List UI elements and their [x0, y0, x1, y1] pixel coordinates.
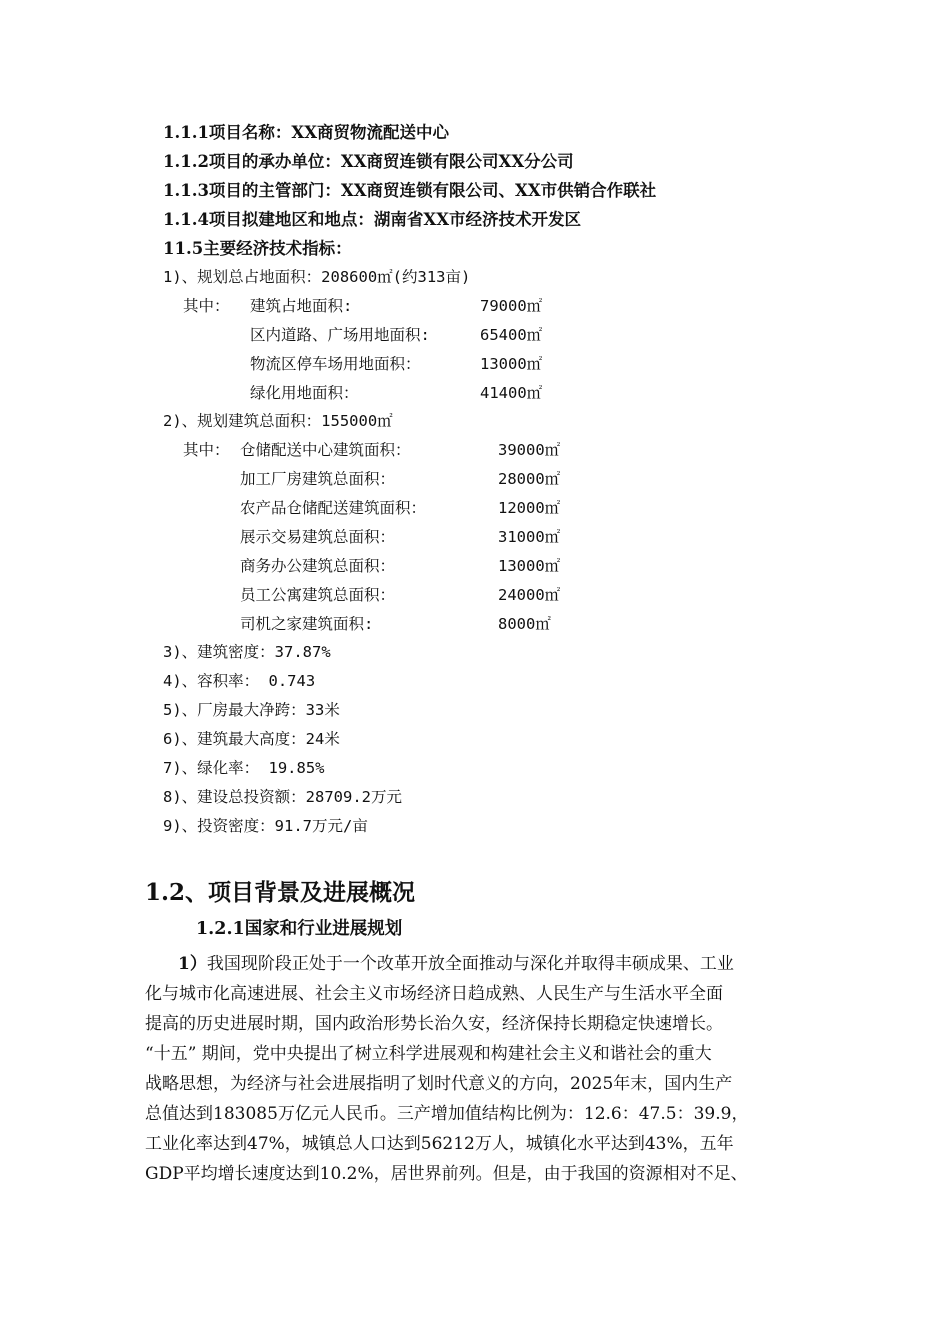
metric2-row-value: 8000㎡ [498, 615, 551, 633]
paragraph-line: 工业化率达到47%，城镇总人口达到56212万人，城镇化水平达到43%，五年 [145, 1134, 734, 1154]
subsection-heading: 1.2.1国家和行业进展规划 [196, 919, 403, 939]
metric1-row-value: 65400㎡ [480, 326, 543, 344]
metric2-prefix: 其中： [183, 441, 230, 459]
metric-max-height: 6)、建筑最大高度：24米 [163, 730, 340, 748]
paragraph-line: 总值达到183085万亿元人民币。三产增加值结构比例为：12.6：47.5：39.9， [145, 1104, 749, 1124]
metric-total-building-area: 2)、规划建筑总面积：155000㎡ [163, 412, 393, 430]
metric2-row-name: 员工公寓建筑总面积： [240, 586, 396, 604]
metric1-row-value: 13000㎡ [480, 355, 543, 373]
paragraph-line: 提高的历史进展时期，国内政治形势长治久安，经济保持长期稳定快速增长。 [145, 1014, 723, 1034]
paragraph-line: 战略思想，为经济与社会进展指明了划时代意义的方向，2025年末，国内生产 [145, 1074, 733, 1094]
metric2-row-value: 28000㎡ [498, 470, 561, 488]
metric1-row-name: 绿化用地面积： [250, 384, 359, 402]
metric1-row-name: 区内道路、广场用地面积: [250, 326, 430, 344]
metric-plot-ratio: 4)、容积率： 0.743 [163, 672, 316, 690]
metric2-row-value: 24000㎡ [498, 586, 561, 604]
item-location: 1.1.4项目拟建地区和地点：湖南省XX市经济技术开发区 [163, 210, 582, 229]
metric-total-investment: 8)、建设总投资额：28709.2万元 [163, 788, 402, 806]
metric2-row-value: 31000㎡ [498, 528, 561, 546]
metric2-row-name: 仓储配送中心建筑面积： [240, 441, 411, 459]
paragraph-line-1 [178, 953, 734, 975]
metric2-row-value: 12000㎡ [498, 499, 561, 517]
metric2-row-name: 商务办公建筑总面积： [240, 557, 396, 575]
metric2-row-name: 农产品仓储配送建筑面积： [240, 499, 427, 517]
metric-max-span: 5)、厂房最大净跨：33米 [163, 701, 340, 719]
paragraph-text: 我国现阶段正处于一个改革开放全面推动与深化并取得丰硕成果、工业 [206, 954, 734, 974]
metric-investment-density: 9)、投资密度：91.7万元/亩 [163, 817, 368, 835]
metric2-row-value: 13000㎡ [498, 557, 561, 575]
metric1-row-name: 建筑占地面积: [250, 297, 353, 315]
metric-green-rate: 7)、绿化率： 19.85% [163, 759, 325, 777]
item-project-name: 1.1.1项目名称：XX商贸物流配送中心 [163, 123, 450, 142]
paragraph-line: “十五” 期间，党中央提出了树立科学进展观和构建社会主义和谐社会的重大 [145, 1044, 712, 1064]
metric1-row-value: 79000㎡ [480, 297, 543, 315]
metric-total-land-area: 1)、规划总占地面积：208600㎡(约313亩) [163, 268, 471, 286]
item-undertaking-unit: 1.1.2项目的承办单位：XX商贸连锁有限公司XX分公司 [163, 152, 574, 171]
metric2-row-name: 展示交易建筑总面积： [240, 528, 396, 546]
metric2-row-name: 加工厂房建筑总面积： [240, 470, 396, 488]
metric1-row-value: 41400㎡ [480, 384, 543, 402]
metric1-row-name: 物流区停车场用地面积： [250, 355, 421, 373]
metric2-row-name: 司机之家建筑面积: [240, 615, 374, 633]
paragraph-line: 化与城市化高速进展、社会主义市场经济日趋成熟、人民生产与生活水平全面 [145, 984, 723, 1004]
item-competent-department: 1.1.3项目的主管部门：XX商贸连锁有限公司、XX市供销合作联社 [163, 181, 657, 200]
metric1-prefix: 其中： [183, 297, 230, 315]
item-indicators-heading: 11.5主要经济技术指标： [163, 239, 352, 258]
metric-building-density: 3)、建筑密度：37.87% [163, 643, 331, 661]
metric2-row-value: 39000㎡ [498, 441, 561, 459]
paragraph-lead: 1） [178, 954, 207, 974]
paragraph-line: GDP平均增长速度达到10.2%，居世界前列。但是，由于我国的资源相对不足、 [145, 1164, 748, 1184]
section-heading: 1.2、项目背景及进展概况 [145, 879, 416, 906]
